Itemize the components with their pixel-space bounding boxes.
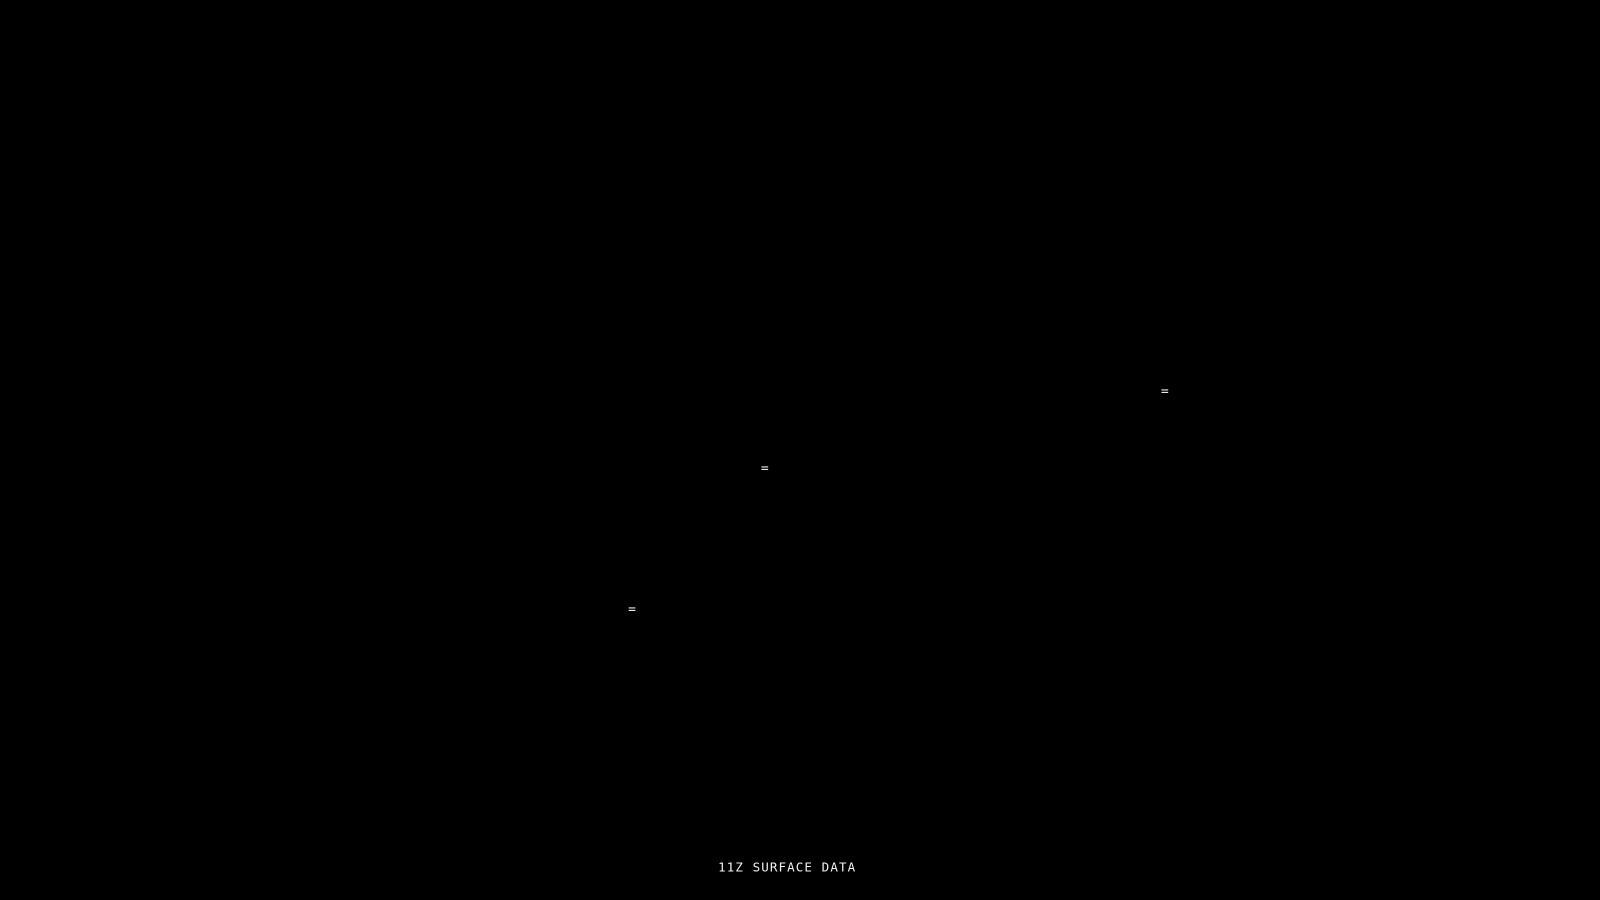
station-plot-1: = [628,602,636,618]
map-caption: 11Z SURFACE DATA [718,859,857,875]
station-plot-3: = [1160,384,1169,400]
station-plot-2: = [760,461,769,477]
